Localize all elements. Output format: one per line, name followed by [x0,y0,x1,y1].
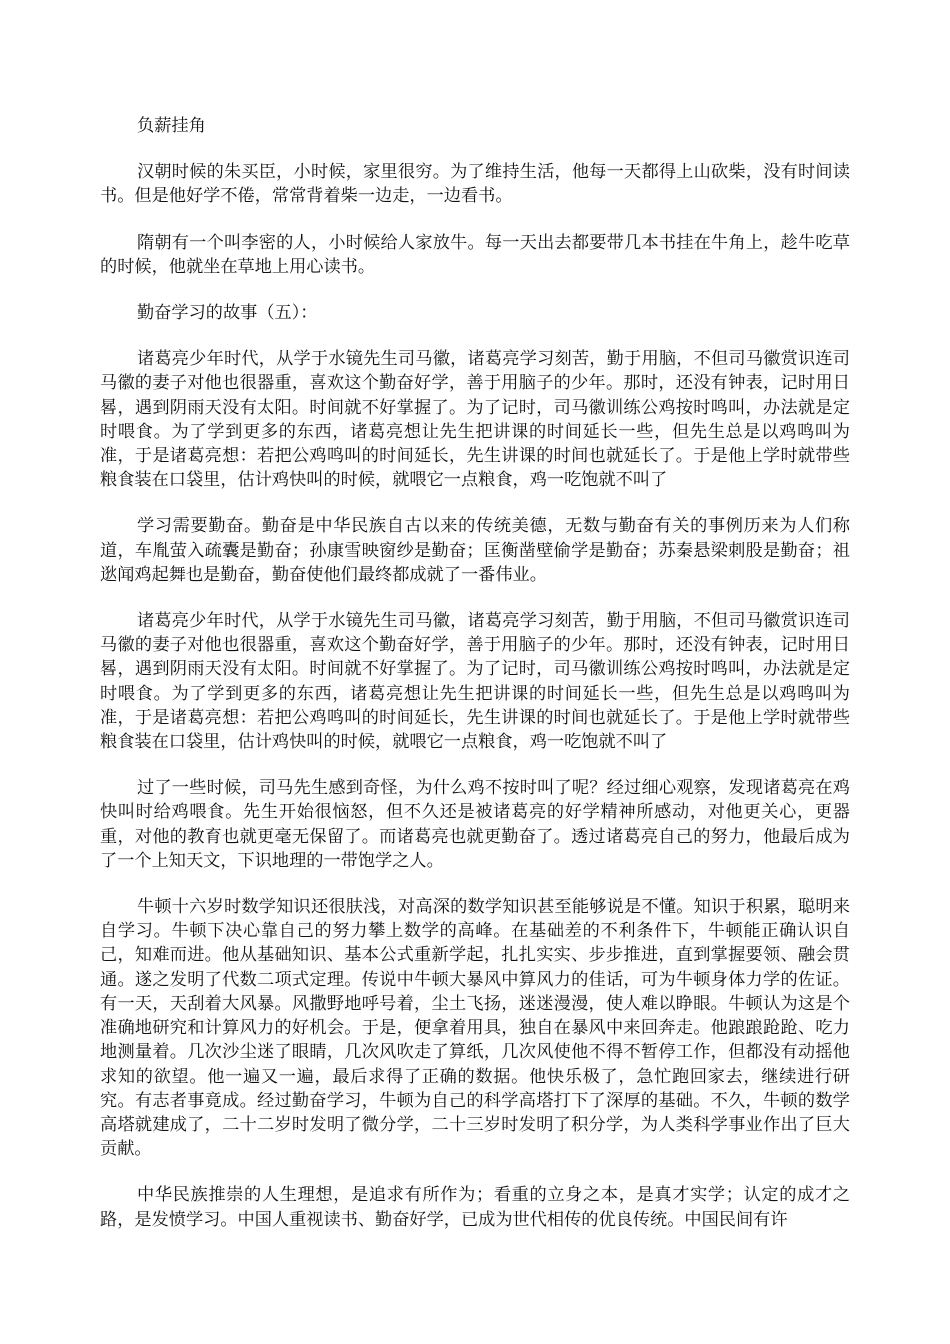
paragraph-newton: 牛顿十六岁时数学知识还很肤浅，对高深的数学知识甚至能够说是不懂。知识于积累，聪明来自学习。牛顿下决心靠自己的努力攀上数学的高峰。在基础差的不利条件下，牛顿能正确认识自己，知难而进。他从基础知识、基本公式重新学起，扎扎实实、步步推进，直到掌握要领、融会贯通。遂之发明了代数二项式定理。传说中牛顿大暴风中算风力的佳话，可为牛顿身体力学的佐证。有一天，天刮着大风暴。风撒野地呼号着，尘土飞扬，迷迷漫漫，使人难以睁眼。牛顿认为这是个准确地研究和计算风力的好机会。于是，便拿着用具，独自在暴风中来回奔走。他踉踉跄跄、吃力地测量着。几次沙尘迷了眼睛，几次风吹走了算纸，几次风使他不得不暂停工作，但都没有动摇他求知的欲望。他一遍又一遍，最后求得了正确的数据。他快乐极了，急忙跑回家去，继续进行研究。有志者事竟成。经过勤奋学习，牛顿为自己的科学高塔打下了深厚的基础。不久，牛顿的数学高塔就建成了，二十二岁时发明了微分学，二十三岁时发明了积分学，为人类科学事业作出了巨大贡献。 [100,897,850,1160]
paragraph-zhuge-liang-2: 诸葛亮少年时代，从学于水镜先生司马徽，诸葛亮学习刻苦，勤于用脑，不但司马徽赏识连司马徽的妻子对他也很器重，喜欢这个勤奋好学，善于用脑子的少年。那时，还没有钟表，记时用日晷，遇到阴雨天没有太阳。时间就不好掌握了。为了记时，司马徽训练公鸡按时鸣叫，办法就是定时喂食。为了学到更多的东西，诸葛亮想让先生把讲课的时间延长一些，但先生总是以鸡鸣叫为准，于是诸葛亮想：若把公鸡鸣叫的时间延长，先生讲课的时间也就延长了。于是他上学时就带些粮食装在口袋里，估计鸡快叫的时候，就喂它一点粮食，鸡一吃饱就不叫了 [100,611,850,753]
paragraph-zhuge-liang-1: 诸葛亮少年时代，从学于水镜先生司马徽，诸葛亮学习刻苦，勤于用脑，不但司马徽赏识连司马徽的妻子对他也很器重，喜欢这个勤奋好学，善于用脑子的少年。那时，还没有钟表，记时用日晷，遇到阴雨天没有太阳。时间就不好掌握了。为了记时，司马徽训练公鸡按时鸣叫，办法就是定时喂食。为了学到更多的东西，诸葛亮想让先生把讲课的时间延长一些，但先生总是以鸡鸣叫为准，于是诸葛亮想：若把公鸡鸣叫的时间延长，先生讲课的时间也就延长了。于是他上学时就带些粮食装在口袋里，估计鸡快叫的时候，就喂它一点粮食，鸡一吃饱就不叫了 [100,349,850,491]
paragraph-zhuge-liang-3: 过了一些时候，司马先生感到奇怪，为什么鸡不按时叫了呢？经过细心观察，发现诸葛亮在鸡快叫时给鸡喂食。先生开始很恼怒，但不久还是被诸葛亮的好学精神所感动，对他更关心，更器重，对他的教育也就更毫无保留了。而诸葛亮也就更勤奋了。透过诸葛亮自己的努力，他最后成为了一个上知天文，下识地理的一带饱学之人。 [100,778,850,871]
document-body [100,114,850,1254]
paragraph-diligence: 学习需要勤奋。勤奋是中华民族自古以来的传统美德，无数与勤奋有关的事例历来为人们称道，车胤萤入疏囊是勤奋；孙康雪映窗纱是勤奋；匡衡凿壁偷学是勤奋；苏秦悬梁刺股是勤奋；祖逖闻鸡起舞也是勤奋，勤奋使他们最终都成就了一番伟业。 [100,516,850,585]
paragraph-zhu-maichen: 汉朝时候的朱买臣，小时候，家里很穷。为了维持生活，他每一天都得上山砍柴，没有时间读书。但是他好学不倦，常常背着柴一边走，一边看书。 [100,162,850,207]
paragraph-chinese-tradition: 中华民族推崇的人生理想，是追求有所作为；看重的立身之本，是真才实学；认定的成才之路，是发愤学习。中国人重视读书、勤奋好学，已成为世代相传的优良传统。中国民间有许 [100,1185,850,1230]
section-heading-fuxin-guajiao: 负薪挂角 [137,116,206,136]
paragraph-li-mi: 隋朝有一个叫李密的人，小时候给人家放牛。每一天出去都要带几本书挂在牛角上，趁牛吃草的时候，他就坐在草地上用心读书。 [100,232,850,277]
section-heading-story-five: 勤奋学习的故事（五）： [137,303,318,324]
